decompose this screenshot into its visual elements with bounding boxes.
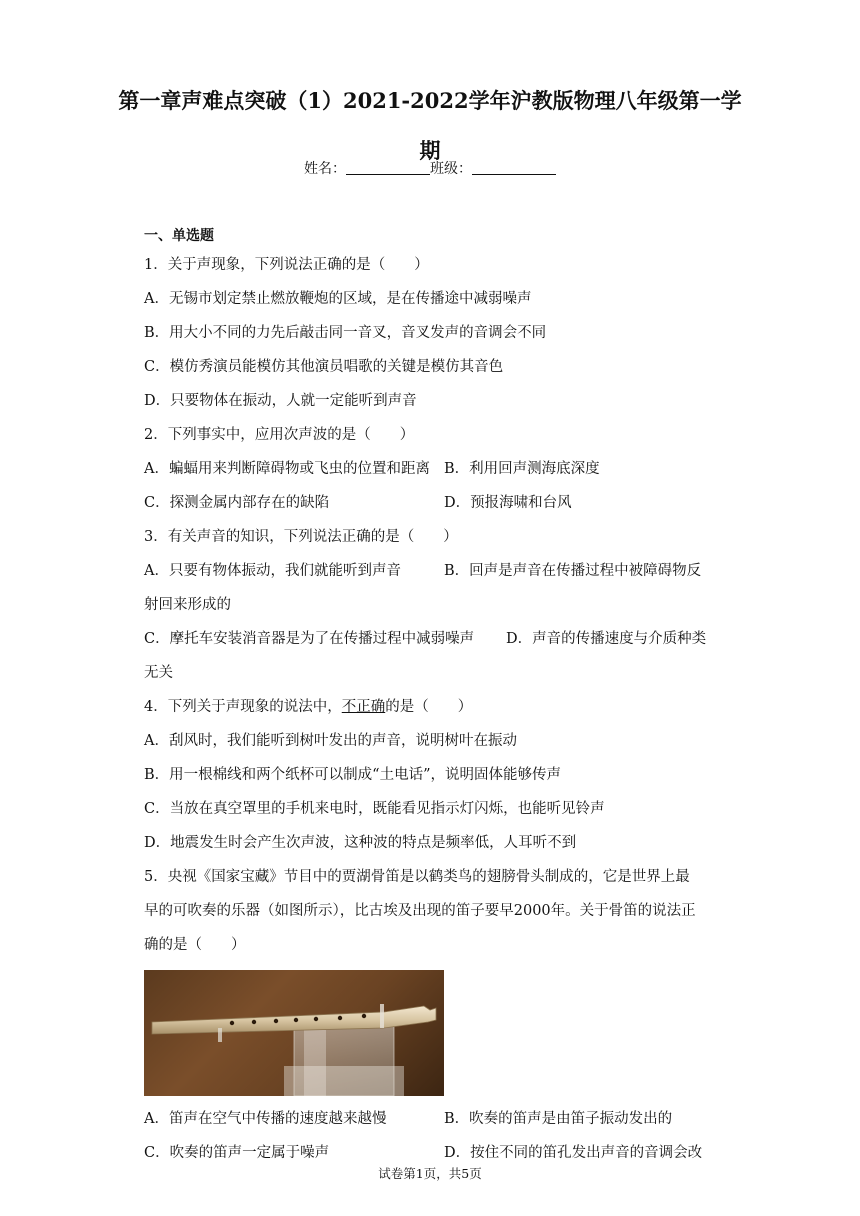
question-1-option-a: A．无锡市划定禁止燃放鞭炮的区域，是在传播途中减弱噪声 [144, 291, 532, 307]
name-blank[interactable] [346, 160, 430, 175]
question-5-stem-line-2: 早的可吹奏的乐器（如图所示），比古埃及出现的笛子要早2000年。关于骨笛的说法正 [144, 903, 696, 919]
question-3-option-b-continued: 射回来形成的 [144, 597, 231, 613]
question-5-option-c: C．吹奏的笛声一定属于噪声 [144, 1145, 330, 1161]
question-4-stem [144, 690, 720, 724]
question-1-option-c: C．模仿秀演员能模仿其他演员唱歌的关键是模仿其音色 [144, 359, 504, 375]
question-4-option-d: D．地震发生时会产生次声波，这种波的特点是频率低，人耳听不到 [144, 835, 577, 851]
question-3-stem: 3．有关声音的知识，下列说法正确的是（ ） [144, 529, 458, 545]
question-3-option-d-continued: 无关 [144, 665, 173, 681]
question-2-options-row-2 [144, 486, 720, 520]
question-5-stem-line-3: 确的是（ ） [144, 937, 246, 953]
question-5-option-b: B．吹奏的笛声是由笛子振动发出的 [444, 1111, 673, 1127]
question-5-options-row-1 [144, 1102, 720, 1136]
question-3-option-b: B．回声是声音在传播过程中被障碍物反 [444, 563, 702, 579]
question-2-option-d: D．预报海啸和台风 [444, 495, 572, 511]
student-info-bar [0, 158, 860, 178]
question-2-option-c: C．探测金属内部存在的缺陷 [144, 495, 330, 511]
bone-flute-illustration [144, 970, 444, 1096]
question-5-option-d: D．按住不同的笛孔发出声音的音调会改 [444, 1145, 703, 1161]
bone-flute-photo [144, 970, 444, 1096]
question-2-option-a: A．蝙蝠用来判断障碍物或飞虫的位置和距离 [144, 461, 430, 477]
question-2-options-row-1 [144, 452, 720, 486]
question-1-option-d: D．只要物体在振动，人就一定能听到声音 [144, 393, 417, 409]
question-3-option-d: D．声音的传播速度与介质种类 [506, 631, 707, 647]
page-footer: 试卷第1页，共5页 [378, 1166, 482, 1181]
question-3-option-c: C．摩托车安装消音器是为了在传播过程中减弱噪声 [144, 631, 475, 647]
question-1-stem: 1．关于声现象，下列说法正确的是（ ） [144, 257, 429, 273]
question-2-stem: 2．下列事实中，应用次声波的是（ ） [144, 427, 415, 443]
question-4-option-b: B．用一根棉线和两个纸杯可以制成“土电话”，说明固体能够传声 [144, 767, 561, 783]
question-5-stem-line-1: 5．央视《国家宝藏》节目中的贾湖骨笛是以鹤类鸟的翅膀骨头制成的，它是世界上最 [144, 869, 690, 885]
section-title: 一、单选题 [144, 228, 214, 244]
question-4-stem-emphasis: 不正确 [341, 699, 386, 715]
questions [144, 224, 720, 1170]
question-3-options-row-2 [144, 622, 720, 656]
question-3-options-row-1 [144, 554, 720, 588]
page-title: 第一章声难点突破（1）2021-2022学年沪教版物理八年级第一学期 [118, 88, 742, 163]
question-4-option-a: A．刮风时，我们能听到树叶发出的声音，说明树叶在振动 [144, 733, 517, 749]
question-5-option-a: A．笛声在空气中传播的速度越来越慢 [144, 1111, 387, 1127]
class-blank[interactable] [472, 160, 556, 175]
question-2-option-b: B．利用回声测海底深度 [444, 461, 600, 477]
question-4-stem-post: 的是（ ） [385, 699, 473, 715]
question-1-option-b: B．用大小不同的力先后敲击同一音叉，音叉发声的音调会不同 [144, 325, 547, 341]
class-label: 班级： [430, 161, 472, 177]
question-4-option-c: C．当放在真空罩里的手机来电时，既能看见指示灯闪烁，也能听见铃声 [144, 801, 605, 817]
question-4-stem-pre: 4．下列关于声现象的说法中， [144, 699, 342, 715]
name-label: 姓名： [304, 161, 346, 177]
question-3-option-a: A．只要有物体振动，我们就能听到声音 [144, 563, 401, 579]
